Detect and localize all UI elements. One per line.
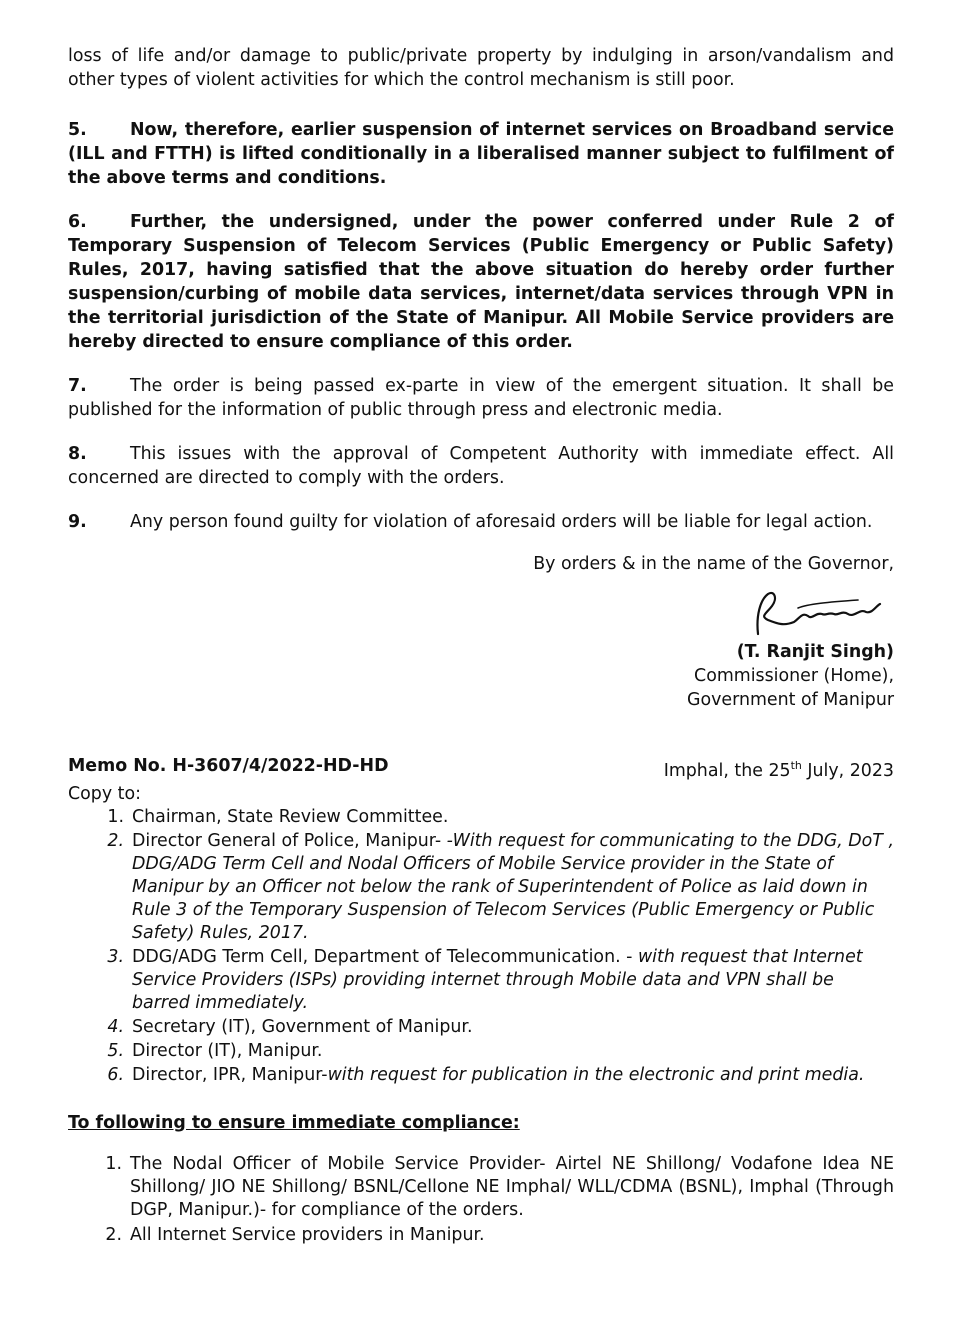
copy-to-label: Copy to:: [68, 783, 141, 804]
compliance-list: [68, 1153, 894, 1247]
signatory-title: Commissioner (Home),: [694, 666, 894, 686]
list-item: 4. Secretary (IT), Government of Manipur.: [107, 1016, 473, 1037]
list-item: 5. Director (IT), Manipur.: [107, 1040, 323, 1061]
signature-icon: [738, 586, 888, 640]
paragraph-6-number: 6.: [68, 212, 87, 232]
memo-row: [68, 754, 894, 783]
paragraph-6-text: Further, the undersigned, under the power conferred under Rule 2 of Temporary Suspension of Telecom Services (Public Emergency or Public Safety) Rules, 2017, having satisfied that the above situation do hereby order further suspension/curbing of mobile data services, internet/data services through VPN in the territorial jurisdiction of the State of Manipur. All Mobile Service providers are hereby directed to ensure compliance of this order.: [68, 212, 894, 352]
list-item: 1. The Nodal Officer of Mobile Service Provider- Airtel NE Shillong/ Vodafone Idea NE Shillong/ JIO NE Shillong/ BSNL/Cellone NE Imphal/ WLL/CDMA (BSNL), Imphal (Through DGP, Manipur.)- for compliance of the orders.: [105, 1153, 894, 1220]
signatory-block: [68, 640, 894, 712]
paragraph-5-number: 5.: [68, 120, 87, 140]
paragraph-8-number: 8.: [68, 444, 87, 464]
intro-paragraph: loss of life and/or damage to public/private property by indulging in arson/vandalism and other types of violent activities for which the control mechanism is still poor.: [68, 46, 894, 90]
paragraph-7-number: 7.: [68, 376, 87, 396]
paragraph-8: [68, 442, 894, 490]
paragraph-6: [68, 210, 894, 354]
list-item: 6. Director, IPR, Manipur-with request for publication in the electronic and print media.: [107, 1064, 865, 1085]
paragraph-9-text: Any person found guilty for violation of aforesaid orders will be liable for legal action.: [130, 512, 873, 532]
paragraph-9-number: 9.: [68, 512, 87, 532]
signatory-organization: Government of Manipur: [687, 690, 894, 710]
by-orders-line: By orders & in the name of the Governor,: [533, 554, 894, 574]
compliance-heading: To following to ensure immediate compliance:: [68, 1112, 520, 1133]
signatory-name: (T. Ranjit Singh): [736, 642, 894, 662]
paragraph-7: [68, 374, 894, 422]
copy-list: [68, 806, 894, 1087]
memo-number: Memo No. H-3607/4/2022-HD-HD: [68, 756, 389, 776]
paragraph-9: [68, 510, 894, 534]
paragraph-7-text: The order is being passed ex-parte in view of the emergent situation. It shall be published for the information of public through press and electronic media.: [68, 376, 894, 420]
paragraph-5: [68, 118, 894, 190]
paragraph-5-text: Now, therefore, earlier suspension of internet services on Broadband service (ILL and FTTH) is lifted conditionally in a liberalised manner subject to fulfilment of the above terms and conditions.: [68, 120, 894, 188]
list-item: 1. Chairman, State Review Committee.: [107, 806, 449, 827]
list-item: 2. All Internet Service providers in Manipur.: [105, 1224, 485, 1245]
list-item: 3. DDG/ADG Term Cell, Department of Telecommunication. - with request that Internet Service Providers (ISPs) providing internet through Mobile data and VPN shall be barred immediately.: [107, 946, 863, 1013]
list-item: 2. Director General of Police, Manipur- -With request for communicating to the DDG, DoT , DDG/ADG Term Cell and Nodal Officers of Mobile Service provider in the State of Manipur by an Officer not below the rank of Superintendent of Police as laid down in Rule 3 of the Temporary Suspension of Telecom Services (Public Emergency or Public Safety) Rules, 2017.: [107, 830, 894, 943]
paragraph-8-text: This issues with the approval of Competent Authority with immediate effect. All concerned are directed to comply with the orders.: [68, 444, 894, 488]
memo-date: Imphal, the 25th July, 2023: [663, 759, 894, 781]
